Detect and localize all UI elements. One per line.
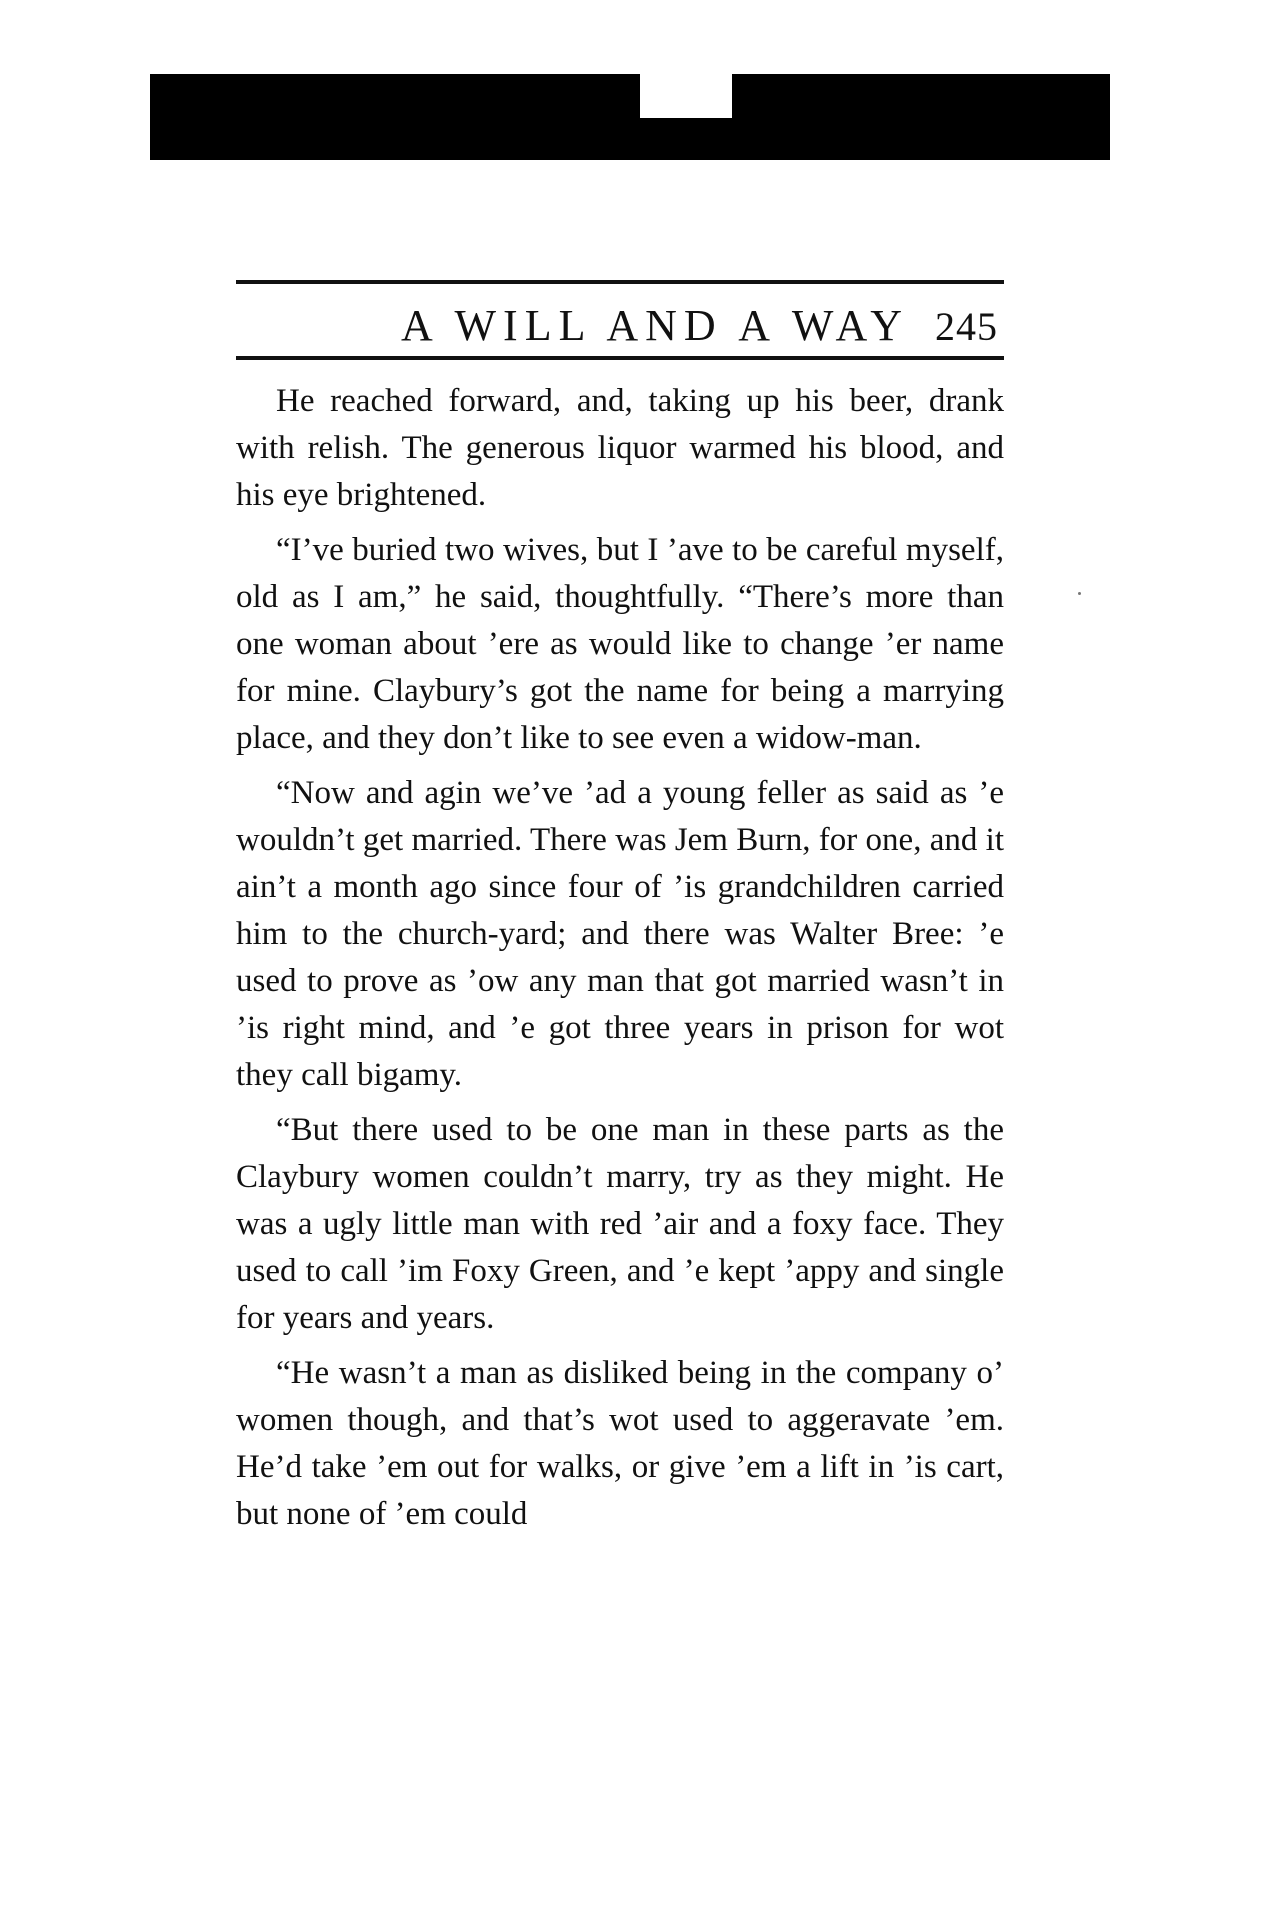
running-head bbox=[236, 302, 1004, 350]
paragraph: “I’ve buried two wives, but I ’ave to be careful myself, old as I am,” he said, thoughtfully. “There’s more than one woman about ’ere as would like to change ’er name for mine. Claybury’s got the name for being a marrying place, and they don’t like to see even a widow-man. bbox=[236, 532, 1004, 756]
page-number: 245 bbox=[935, 304, 998, 349]
header-rule-top bbox=[236, 280, 1004, 284]
paragraph: “But there used to be one man in these parts as the Claybury women couldn’t marry, try as they might. He was a ugly little man with red ’air and a foxy face. They used to call ’im Foxy Green, and ’e kept ’appy and single for years and years. bbox=[236, 1112, 1004, 1336]
scan-speck bbox=[1078, 592, 1081, 595]
scan-border-notch bbox=[640, 74, 732, 118]
paragraph: “He wasn’t a man as disliked being in the company o’ women though, and that’s wot used to aggeravate ’em. He’d take ’em out for walks, or give ’em a lift in ’is cart, but none of ’em could bbox=[236, 1355, 1004, 1532]
book-page bbox=[236, 280, 1004, 1546]
running-title: A WILL AND A WAY bbox=[400, 301, 909, 350]
scan-border-band bbox=[150, 74, 1110, 160]
body-text bbox=[236, 378, 1004, 1538]
header-rule-bottom bbox=[236, 356, 1004, 360]
paragraph: He reached forward, and, taking up his beer, drank with relish. The generous liquor warmed his blood, and his eye brightened. bbox=[236, 383, 1004, 513]
paragraph: “Now and agin we’ve ’ad a young feller as said as ’e wouldn’t get married. There was Jem Burn, for one, and it ain’t a month ago since four of ’is grandchildren carried him to the church-yard; and there was Walter Bree: ’e used to prove as ’ow any man that got married wasn’t in ’is right mind, and ’e got three years in prison for wot they call bigamy. bbox=[236, 775, 1004, 1093]
